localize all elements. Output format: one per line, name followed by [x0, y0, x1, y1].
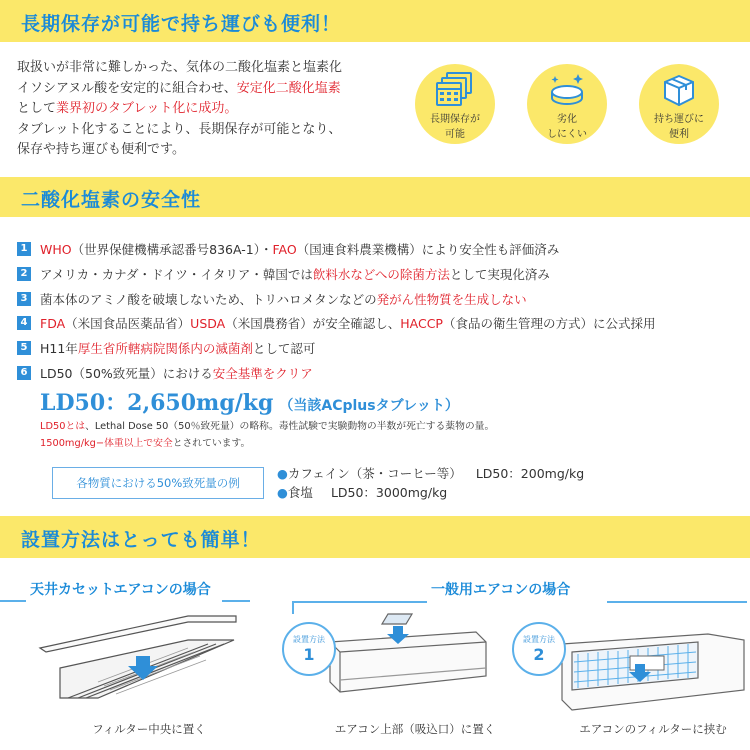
step1-badge [282, 622, 336, 676]
body-text: H11年 [40, 341, 78, 357]
highlight-text: LD50とは [40, 421, 86, 432]
safety-item [17, 336, 737, 361]
highlight-text: FAO [272, 242, 297, 258]
highlight-text: 発がん性物質を生成しない [376, 291, 527, 307]
wall-ac-illustration-1 [326, 612, 492, 716]
highlight-text: 安定化二酸化塩素 [236, 80, 341, 96]
general-ac-title: 一般用エアコンの場合 [431, 582, 571, 598]
safety-item [17, 237, 737, 262]
body-text: （米国農務省）が安全確認し、 [225, 316, 401, 332]
left-title-underline-left [0, 600, 26, 602]
highlight-text: 安全基準をクリア [212, 365, 313, 381]
compare-list [277, 464, 584, 502]
body-text: として実現化済み [449, 267, 550, 283]
step2-label: 設置方法 [523, 635, 555, 644]
badge-label-long-storage: 長期保存が 可能 [430, 114, 480, 140]
safety-item [17, 360, 737, 385]
safety-item-text [40, 314, 655, 332]
bullet-icon: ● [277, 485, 288, 500]
bullet-icon: ● [277, 466, 288, 481]
intro-line [17, 99, 397, 120]
ceiling-cassette-title: 天井カセットエアコンの場合 [30, 582, 211, 598]
item-number-badge: 1 [17, 242, 31, 256]
left-title-underline-right [222, 600, 250, 602]
compare-item-caffeine [277, 464, 584, 483]
section1-title: 長期保存が可能で持ち運びも便利！ [21, 13, 342, 35]
tablet-icon [547, 70, 587, 110]
badge-label-portable: 持ち運びに 便利 [654, 114, 704, 140]
ceiling-cassette-illustration [38, 612, 238, 712]
intro-line [17, 79, 397, 100]
body-text: として [17, 101, 57, 116]
ld50-value-text: LD50：2,650mg/kg [40, 390, 274, 416]
section3-header-band [0, 516, 750, 558]
safety-item [17, 262, 737, 287]
body-text: アメリカ・カナダ・ドイツ・イタリア・韓国では [40, 267, 313, 283]
ld50-value [40, 386, 459, 417]
body-text: 菌本体のアミノ酸を破壊しないため、トリハロメタンなどの [40, 291, 377, 307]
ld50-note-line1 [40, 418, 494, 435]
safety-item [17, 286, 737, 311]
step2-badge [512, 622, 566, 676]
wall-ac-illustration-2 [558, 620, 748, 716]
safety-item-text [40, 240, 559, 258]
step1-label: 設置方法 [293, 635, 325, 644]
badge-long-storage [415, 64, 495, 144]
ld50-sub: （当該ACplusタブレット） [279, 398, 459, 414]
highlight-text: 厚生省所轄病院関係内の滅菌剤 [77, 341, 253, 357]
safety-item-text [40, 364, 313, 382]
item-number-badge: 5 [17, 341, 31, 355]
section3-title: 設置方法はとっても簡単！ [21, 529, 261, 551]
highlight-text: WHO [40, 242, 72, 258]
safety-list [17, 237, 737, 385]
item-number-badge: 3 [17, 292, 31, 306]
body-text: 、Lethal Dose 50（50％致死量）の略称。毒性試験で実験動物の半数が死亡する薬物の量。 [85, 421, 495, 432]
compare-name: カフェイン（茶・コーヒー等） [287, 466, 462, 481]
compare-item-salt [277, 483, 584, 502]
caption-ceiling: フィルター中央に置く [92, 722, 206, 736]
compare-label-box: 各物質における50%致死量の例 [52, 467, 264, 499]
intro-line [17, 58, 397, 79]
badge-label-no-degrade: 劣化 しにくい [547, 114, 587, 140]
highlight-text: USDA [190, 316, 226, 332]
safety-item-text [40, 339, 315, 357]
item-number-badge: 6 [17, 366, 31, 380]
highlight-text: HACCP [400, 316, 443, 332]
safety-item-text [40, 290, 527, 308]
intro-text [17, 58, 397, 161]
box-icon [659, 70, 699, 110]
highlight-text: FDA [40, 316, 66, 332]
safety-item [17, 311, 737, 336]
caption-wall-top: エアコン上部（吸込口）に置く [334, 722, 496, 736]
ld50-note [40, 418, 494, 452]
section2-title: 二酸化塩素の安全性 [21, 189, 202, 211]
compare-value: LD50：3000mg/kg [330, 485, 448, 500]
highlight-text: 業界初のタブレット化に成功。 [56, 101, 238, 116]
item-number-badge: 2 [17, 267, 31, 281]
section1-header-band [0, 0, 750, 42]
item-number-badge: 4 [17, 316, 31, 330]
section2-header-band [0, 177, 750, 217]
badge-no-degrade [527, 64, 607, 144]
body-text: とされています。 [172, 438, 251, 449]
body-text: （国連食料農業機構）により安全性も評価済み [296, 242, 560, 258]
step1-num: 1 [303, 645, 315, 664]
highlight-text: 飲料水などへの除菌方法 [312, 267, 450, 283]
body-text: （米国食品医薬品省） [65, 316, 191, 332]
step2-num: 2 [533, 645, 545, 664]
intro-line [17, 120, 397, 141]
intro-line [17, 140, 397, 161]
badge-portable [639, 64, 719, 144]
body-text: 保存や持ち運びも便利です。 [17, 142, 185, 157]
body-text: （世界保健機構承認番号836A-1）・ [71, 242, 273, 258]
body-text: 取扱いが非常に難しかった、気体の二酸化塩素と塩素化 [17, 60, 343, 75]
caption-wall-filter: エアコンのフィルターに挟む [579, 722, 727, 736]
highlight-text: 1500mg/kg−体重以上で安全 [40, 438, 173, 449]
body-text: （食品の衛生管理の方式）に公式採用 [442, 316, 656, 332]
body-text: イソシアヌル酸を安定的に組合わせ、 [17, 80, 237, 96]
compare-value: LD50：200mg/kg [475, 466, 585, 481]
body-text: として認可 [252, 341, 316, 357]
safety-item-text [40, 265, 550, 283]
body-text: タブレット化することにより、長期保存が可能となり、 [17, 121, 342, 137]
calendar-icon [435, 70, 475, 110]
ld50-note-line2 [40, 435, 494, 452]
compare-name: 食塩 [287, 485, 313, 500]
body-text: LD50（50%致死量）における [40, 365, 213, 381]
